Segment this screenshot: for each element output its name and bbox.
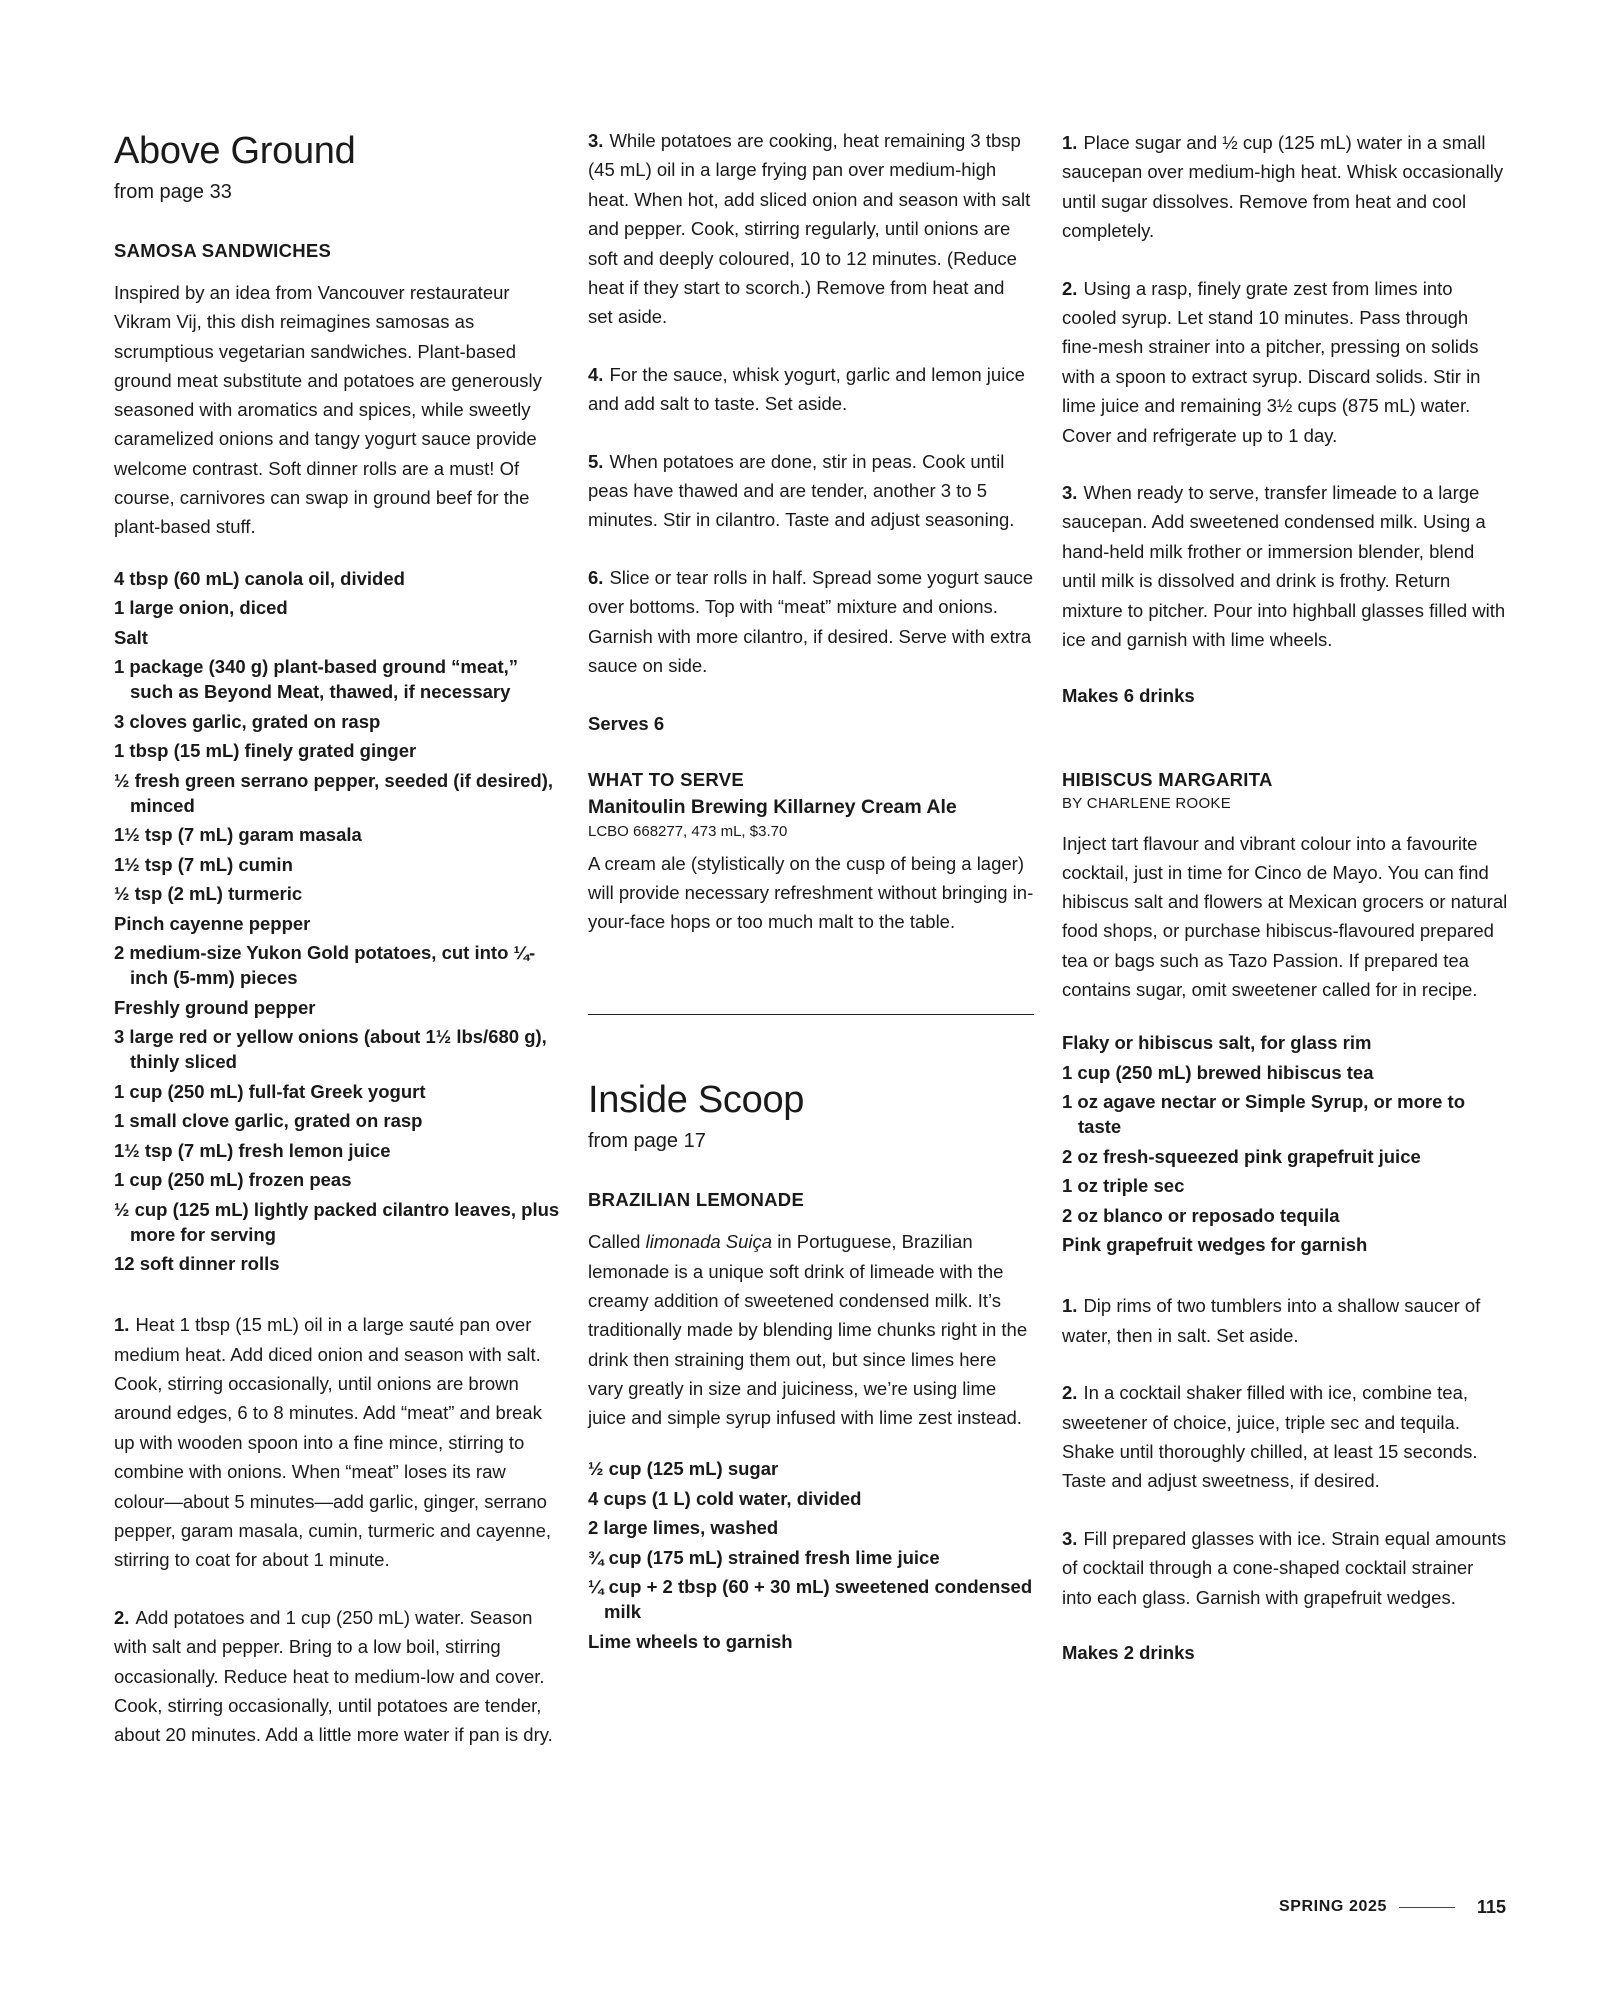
beer-name: Manitoulin Brewing Killarney Cream Ale — [588, 795, 957, 818]
page-number: 115 — [1476, 1896, 1506, 1917]
recipe-yield: Serves 6 — [588, 712, 665, 734]
step-text: While potatoes are cooking, heat remaining 3 tbsp (45 mL) oil in a large frying pan over medium-high heat. When hot, add sliced onion and season with salt and pepper. Cook, stirring regularly, until onions are soft and deeply coloured, 10 to 12 minutes. (Reduce heat if they start to scorch.) Remove from heat and set aside. — [588, 130, 1031, 328]
step-paragraph — [114, 1603, 560, 1750]
ingredient-list — [114, 566, 560, 1277]
recipe-intro — [588, 1227, 1034, 1432]
ingredient-item: ½ fresh green serrano pepper, seeded (if desired), minced — [114, 769, 554, 816]
step-number: 1. — [114, 1314, 130, 1336]
step-number: 4. — [588, 363, 604, 385]
ingredient-item: Pinch cayenne pepper — [114, 912, 311, 934]
section-from-page: from page 17 — [588, 1130, 706, 1153]
ingredient-item: ¾ cup (175 mL) strained fresh lime juice — [588, 1546, 940, 1568]
step-text: Using a rasp, finely grate zest from limes into cooled syrup. Let stand 10 minutes. Pass through fine-mesh strainer into a pitcher, pressing on solids with a spoon to extract syrup. Discard solids. Stir in lime juice and remaining 3½ cups (875 mL) water. Cover and refrigerate up to 1 day. — [1062, 277, 1481, 446]
step-text: For the sauce, whisk yogurt, garlic and lemon juice and add salt to taste. Set aside. — [588, 363, 1025, 415]
issue-season: SPRING 2025 — [1278, 1898, 1387, 1915]
column-2 — [588, 128, 1034, 1658]
ingredient-item: Freshly ground pepper — [114, 996, 316, 1018]
step-paragraph — [588, 563, 1034, 681]
column-1 — [114, 128, 560, 1750]
ingredient-item: ¼ cup + 2 tbsp (60 + 30 mL) sweetened condensed milk — [588, 1576, 1033, 1623]
step-text: Heat 1 tbsp (15 mL) oil in a large sauté pan over medium heat. Add diced onion and season with salt. Cook, stirring occasionally, until onions are brown around edges, 6 to 8 minutes. Add “meat” and break up with wooden spoon into a fine mince, stirring to combine with onions. When “meat” loses its raw colour—about 5 minutes—add garlic, ginger, serrano pepper, garam masala, cumin, turmeric and cayenne, stirring to coat for about 1 minute. — [114, 1314, 552, 1571]
column-3 — [1062, 128, 1508, 1666]
lcbo-info: LCBO 668277, 473 mL, $3.70 — [588, 822, 788, 840]
ingredient-item: Lime wheels to garnish — [588, 1630, 793, 1652]
step-text: Dip rims of two tumblers into a shallow saucer of water, then in salt. Set aside. — [1062, 1295, 1481, 1346]
step-number: 3. — [1062, 1527, 1078, 1549]
step-paragraph — [1062, 274, 1508, 450]
step-paragraph — [588, 126, 1034, 332]
section-from-page: from page 33 — [114, 181, 232, 203]
ingredient-item: 12 soft dinner rolls — [114, 1253, 280, 1275]
page-footer — [1254, 1894, 1506, 1920]
ingredient-item: 2 oz blanco or reposado tequila — [1062, 1204, 1340, 1226]
step-number: 2. — [114, 1606, 130, 1628]
recipe-title-samosa-sandwiches: SAMOSA SANDWICHES — [114, 240, 332, 261]
ingredient-item: 2 oz fresh-squeezed pink grapefruit juice — [1062, 1145, 1421, 1167]
ingredient-item: 1½ tsp (7 mL) cumin — [114, 853, 293, 875]
intro-text-rest: in Portuguese, Brazilian lemonade is a unique soft drink of limeade with the creamy addition of sweetened condensed milk. It’s traditionally made by blending lime chunks right in the drink then straining them out, but since limes here vary greatly in size and juiciness, we’re using lime juice and simple syrup infused with lime zest instead. — [588, 1231, 1028, 1429]
step-paragraph — [114, 1310, 560, 1575]
step-text: When ready to serve, transfer limeade to a large saucepan. Add sweetened condensed milk. Using a hand-held milk frother or immersion blender, blend until milk is dissolved and drink is frothy. Return mixture to pitcher. Pour into highball glasses filled with ice and garnish with lime wheels. — [1062, 482, 1506, 651]
recipe-intro: Inject tart flavour and vibrant colour into a favourite cocktail, just in time for Cinco de Mayo. You can find hibiscus salt and flowers at Mexican grocers or natural food shops, or purchase hibiscus-flavoured prepared tea or bags such as Tazo Passion. If prepared tea contains sugar, omit sweetener called for in recipe. — [1062, 832, 1508, 1000]
section-divider — [588, 1014, 1034, 1015]
intro-italic-term: limonada Suiça — [645, 1231, 773, 1253]
step-paragraph — [588, 360, 1034, 419]
ingredient-item: Flaky or hibiscus salt, for glass rim — [1062, 1032, 1372, 1054]
ingredient-item: 3 large red or yellow onions (about 1½ lbs/680 g), thinly sliced — [114, 1026, 547, 1073]
step-number: 1. — [1062, 132, 1078, 153]
step-paragraph — [1062, 1524, 1508, 1612]
step-number: 2. — [1062, 1382, 1078, 1404]
step-text: Place sugar and ½ cup (125 mL) water in a small saucepan over medium-high heat. Whisk occasionally until sugar dissolves. Remove from heat and cool completely. — [1062, 132, 1504, 242]
ingredient-item: 1½ tsp (7 mL) fresh lemon juice — [114, 1139, 391, 1161]
recipe-title-brazilian-lemonade: BRAZILIAN LEMONADE — [588, 1189, 805, 1211]
step-paragraph — [1062, 1291, 1508, 1350]
ingredient-item: 1½ tsp (7 mL) garam masala — [114, 824, 362, 846]
section-title-inside-scoop: Inside Scoop — [588, 1079, 805, 1122]
ingredient-item: 1 cup (250 mL) full-fat Greek yogurt — [114, 1080, 426, 1102]
ingredient-item: 3 cloves garlic, grated on rasp — [114, 710, 381, 732]
ingredient-item: 1 large onion, diced — [114, 597, 288, 619]
step-paragraph — [588, 447, 1034, 535]
step-number: 5. — [588, 450, 604, 472]
section-title-above-ground: Above Ground — [114, 130, 356, 172]
step-paragraph — [1062, 1378, 1508, 1496]
step-number: 6. — [588, 566, 604, 588]
ingredient-item: 1 tbsp (15 mL) finely grated ginger — [114, 740, 417, 762]
step-text: Fill prepared glasses with ice. Strain equal amounts of cocktail through a cone-shaped cocktail strainer into each glass. Garnish with grapefruit wedges. — [1062, 1527, 1507, 1608]
ingredient-item: ½ tsp (2 mL) turmeric — [114, 883, 303, 905]
ingredient-item: 1 package (340 g) plant-based ground “meat,” such as Beyond Meat, thawed, if necessary — [114, 656, 519, 703]
ingredient-item: 1 oz agave nectar or Simple Syrup, or more to taste — [1062, 1091, 1466, 1138]
step-paragraph — [1062, 478, 1508, 654]
step-number: 2. — [1062, 277, 1078, 299]
step-text: Add potatoes and 1 cup (250 mL) water. Season with salt and pepper. Bring to a low boil, stirring occasionally. Reduce heat to medium-low and cover. Cook, stirring occasionally, until potatoes are tender, about 20 minutes. Add a little more water if pan is dry. — [114, 1606, 553, 1746]
intro-text-start: Called — [588, 1231, 646, 1253]
recipe-yield: Makes 6 drinks — [1062, 684, 1195, 706]
ingredient-item: 1 cup (250 mL) brewed hibiscus tea — [1062, 1061, 1374, 1083]
ingredient-item: Pink grapefruit wedges for garnish — [1062, 1234, 1368, 1256]
recipe-intro: Inspired by an idea from Vancouver restaurateur Vikram Vij, this dish reimagines samosas as scrumptious vegetarian sandwiches. Plant-based ground meat substitute and potatoes are generously seasoned with aromatics and spices, while sweetly caramelized onions and tangy yogurt sauce provide welcome contrast. Soft dinner rolls are a must! Of course, carnivores can swap in ground beef for the plant-based stuff. — [114, 282, 542, 538]
recipe-title-hibiscus-margarita: HIBISCUS MARGARITA — [1062, 768, 1273, 790]
ingredient-list — [588, 1456, 1034, 1654]
recipe-byline: BY CHARLENE ROOKE — [1062, 794, 1232, 812]
ingredient-item: ½ cup (125 mL) lightly packed cilantro leaves, plus more for serving — [114, 1198, 560, 1245]
step-text: In a cocktail shaker filled with ice, combine tea, sweetener of choice, juice, triple sec and tequila. Shake until thoroughly chilled, at least 15 seconds. Taste and adjust sweetness, if desired. — [1062, 1382, 1478, 1492]
ingredient-item: 4 tbsp (60 mL) canola oil, divided — [114, 567, 405, 589]
ingredient-item: 1 cup (250 mL) frozen peas — [114, 1169, 352, 1191]
ingredient-item: 4 cups (1 L) cold water, divided — [588, 1487, 862, 1509]
step-text: When potatoes are done, stir in peas. Cook until peas have thawed and are tender, another 3 to 5 minutes. Stir in cilantro. Taste and adjust seasoning. — [588, 450, 1015, 531]
step-number: 3. — [1062, 482, 1078, 504]
ingredient-item: Salt — [114, 626, 148, 648]
recipe-yield: Makes 2 drinks — [1062, 1641, 1195, 1663]
ingredient-list — [1062, 1030, 1508, 1257]
step-number: 3. — [588, 130, 604, 151]
what-to-serve-heading: WHAT TO SERVE — [588, 768, 745, 790]
ingredient-item: 2 large limes, washed — [588, 1517, 779, 1539]
ingredient-item: 2 medium-size Yukon Gold potatoes, cut into ¼-inch (5-mm) pieces — [114, 942, 536, 989]
ingredient-item: ½ cup (125 mL) sugar — [588, 1458, 779, 1480]
ingredient-item: 1 oz triple sec — [1062, 1175, 1185, 1197]
ingredient-item: 1 small clove garlic, grated on rasp — [114, 1110, 423, 1132]
step-text: Slice or tear rolls in half. Spread some yogurt sauce over bottoms. Top with “meat” mixture and onions. Garnish with more cilantro, if desired. Serve with extra sauce on side. — [588, 566, 1034, 677]
step-number: 1. — [1062, 1295, 1078, 1317]
footer-rule — [1399, 1907, 1455, 1908]
step-paragraph — [1062, 128, 1508, 246]
what-to-serve-text: A cream ale (stylistically on the cusp of being a lager) will provide necessary refreshment without bringing in-your-face hops or too much malt to the table. — [588, 852, 1034, 933]
